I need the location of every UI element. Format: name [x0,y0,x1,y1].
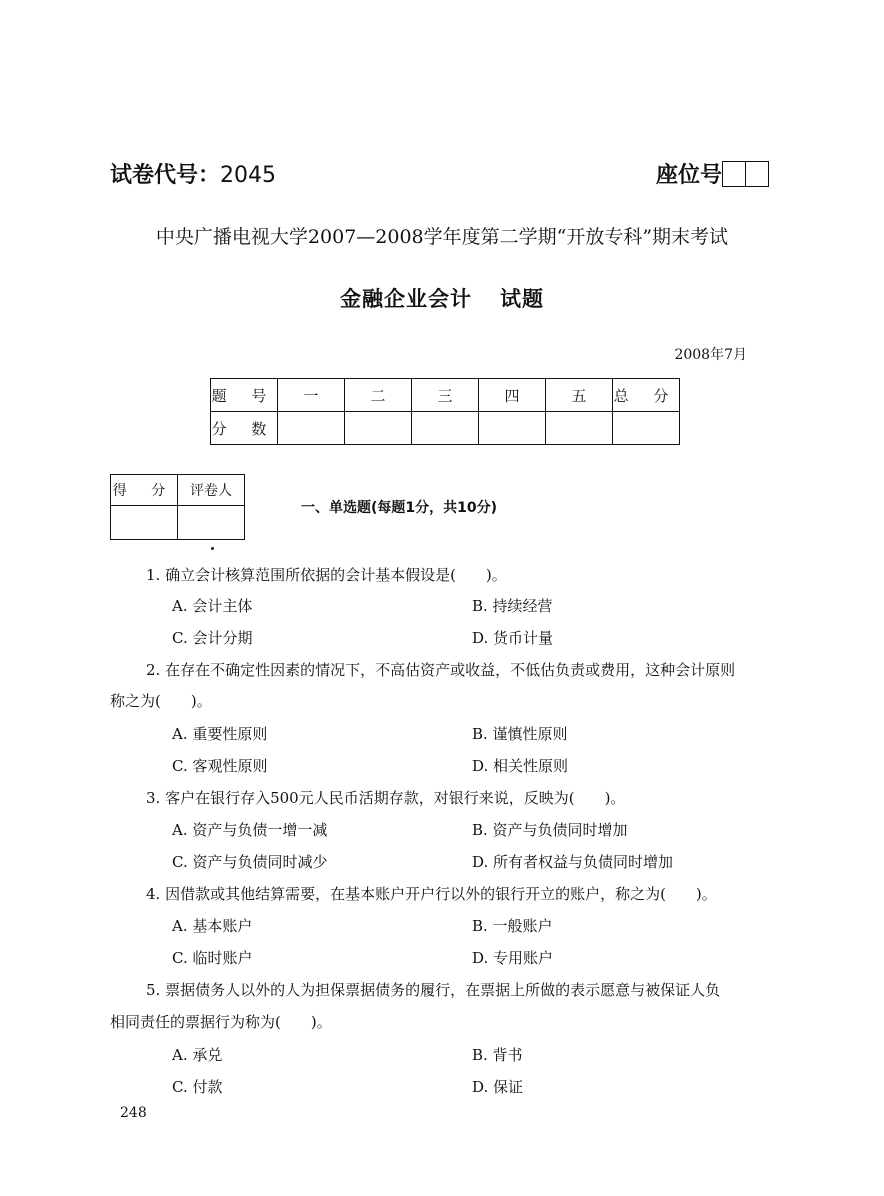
question-4-option-b: B. 一般账户 [472,917,553,935]
grader-table-entry-row [111,506,245,540]
score-table-cell: 二 [345,379,412,412]
question-5-stem-line-2: 相同责任的票据行为称为( )。 [110,1013,332,1031]
score-table [210,378,680,445]
question-3-option-a: A. 资产与负债一增一减 [172,821,328,839]
question-1-option-d: D. 货币计量 [472,629,554,647]
question-4-stem: 4. 因借款或其他结算需要，在基本账户开户行以外的银行开立的账户，称之为( )。 [146,885,717,903]
question-1-stem: 1. 确立会计核算范围所依据的会计基本假设是( )。 [146,566,507,584]
question-3-option-c: C. 资产与负债同时减少 [172,853,328,871]
exam-date: 2008年7月 [674,347,747,363]
score-entry-cell[interactable] [613,412,680,445]
question-5-option-b: B. 背书 [472,1046,523,1064]
grader-name-header: 评卷人 [178,475,245,506]
question-5-option-c: C. 付款 [172,1078,223,1096]
question-3-stem: 3. 客户在银行存入500元人民币活期存款，对银行来说，反映为( )。 [146,789,626,807]
seat-number [656,158,769,189]
exam-code-label: 试卷代号： [110,163,221,188]
question-5-option-a: A. 承兑 [172,1046,223,1064]
question-2-option-c: C. 客观性原则 [172,757,268,775]
page-number: 248 [120,1105,147,1121]
grader-score-header: 得 分 [111,475,178,506]
score-table-cell: 分 数 [211,412,278,445]
paper-title-suffix: 试题 [500,287,544,311]
question-1-option-b: B. 持续经营 [472,597,553,615]
exam-code-value: 2045 [220,163,277,188]
question-2-option-b: B. 谨慎性原则 [472,725,568,743]
question-5-stem-line-1: 5. 票据债务人以外的人为担保票据债务的履行，在票据上所做的表示愿意与被保证人负 [146,981,721,999]
score-table-cell: 四 [479,379,546,412]
question-2-option-d: D. 相关性原则 [472,757,569,775]
score-table-cell: 三 [412,379,479,412]
question-4-option-c: C. 临时账户 [172,949,253,967]
score-table-header-row [211,379,680,412]
paper-title [0,283,884,313]
question-4-option-a: A. 基本账户 [172,917,253,935]
score-entry-cell[interactable] [479,412,546,445]
section-title: 一、单选题(每题1分，共10分) [301,500,498,516]
score-entry-cell[interactable] [278,412,345,445]
paper-title-subject: 金融企业会计 [340,287,472,311]
question-5-option-d: D. 保证 [472,1078,524,1096]
question-3-option-b: B. 资产与负债同时增加 [472,821,628,839]
score-entry-cell[interactable] [412,412,479,445]
score-entry-cell[interactable] [345,412,412,445]
grader-score-entry[interactable] [111,506,178,540]
seat-box-1 [722,161,746,187]
question-1-option-c: C. 会计分期 [172,629,253,647]
exam-code [110,158,276,189]
score-table-cell: 题 号 [211,379,278,412]
score-table-score-row [211,412,680,445]
question-2-stem-line-1: 2. 在存在不确定性因素的情况下，不高估资产或收益，不低估负责或费用，这种会计原则 [146,661,736,679]
question-2-option-a: A. 重要性原则 [172,725,268,743]
grader-name-entry[interactable] [178,506,245,540]
score-table-cell: 总 分 [613,379,680,412]
question-3-option-d: D. 所有者权益与负债同时增加 [472,853,674,871]
score-table-cell: 一 [278,379,345,412]
seat-number-label: 座位号 [656,163,723,188]
stray-dot [211,547,214,550]
score-entry-cell[interactable] [546,412,613,445]
grader-table [110,474,245,540]
exam-title: 中央广播电视大学2007—2008学年度第二学期“开放专科”期末考试 [155,226,729,248]
question-1-option-a: A. 会计主体 [172,597,253,615]
question-4-option-d: D. 专用账户 [472,949,554,967]
question-2-stem-line-2: 称之为( )。 [110,692,212,710]
grader-table-header-row [111,475,245,506]
seat-box-2 [746,161,769,187]
score-table-cell: 五 [546,379,613,412]
